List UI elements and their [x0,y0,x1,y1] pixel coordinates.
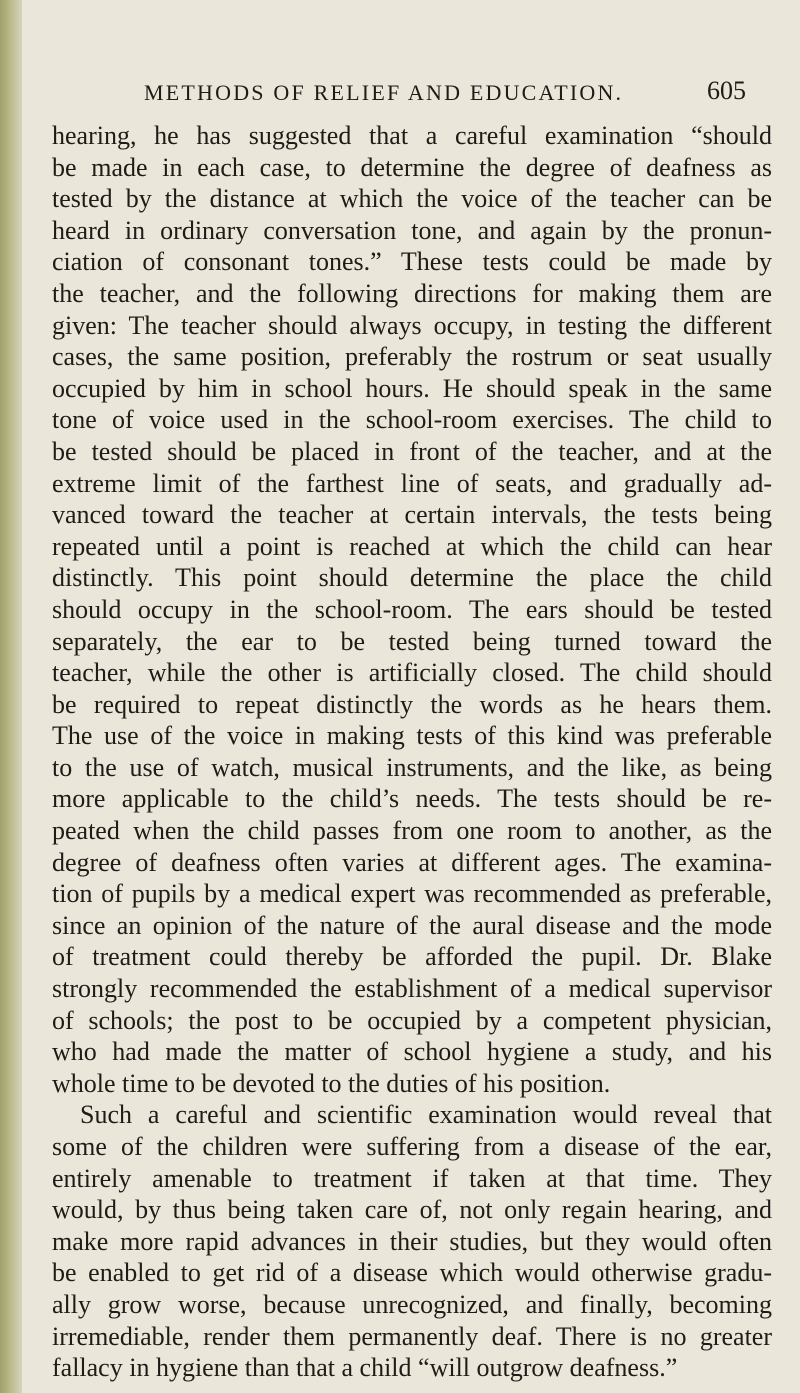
body-text [52,120,772,1384]
text-line: distinctly. This point should determine the place the child [52,563,772,593]
text-line: degree of deafness often varies at different ages. The examina- [52,847,772,877]
running-head: METHODS OF RELIEF AND EDUCATION. [144,80,624,105]
text-line: strongly recommended the establishment of a medical supervisor [52,974,772,1004]
text-line: tion of pupils by a medical expert was recommended as preferable, [52,879,772,909]
paragraph-end-line: whole time to be devoted to the duties of his position. [52,1068,611,1098]
text-line: occupied by him in school hours. He should speak in the same [52,373,772,403]
text-line: be made in each case, to determine the degree of deafness as [52,152,772,182]
text-line: the teacher, and the following directions for making them are [52,278,772,308]
text-line: teacher, while the other is artificially closed. The child should [52,658,772,688]
text-line: be required to repeat distinctly the words as he hears them. [52,689,772,719]
page-number: 605 [707,76,746,105]
paragraph-end-line: fallacy in hygiene than that a child “will outgrow deafness.” [52,1353,678,1383]
text-line: be enabled to get rid of a disease which would otherwise gradu- [52,1258,772,1288]
text-line: of schools; the post to be occupied by a competent physician, [52,1005,772,1035]
text-line: be tested should be placed in front of the teacher, and at the [52,436,772,466]
text-line: entirely amenable to treatment if taken at that time. They [52,1163,772,1193]
text-line: irremediable, render them permanently deaf. There is no greater [52,1321,772,1351]
text-line: ally grow worse, because unrecognized, and finally, becoming [52,1289,772,1319]
text-line: ciation of consonant tones.” These tests could be made by [52,247,772,277]
text-line: should occupy in the school-room. The ears should be tested [52,594,772,624]
text-line: repeated until a point is reached at which the child can hear [52,531,772,561]
text-line: tone of voice used in the school-room exercises. The child to [52,405,772,435]
text-line: separately, the ear to be tested being turned toward the [52,626,772,656]
paragraph-start-line: Such a careful and scientific examination would reveal that [80,1100,772,1130]
text-line: heard in ordinary conversation tone, and again by the pronun- [52,215,772,245]
text-line: hearing, he has suggested that a careful examination “should [52,121,772,150]
page-gutter-shadow [0,0,22,1393]
page-header [0,76,800,116]
text-line: vanced toward the teacher at certain intervals, the tests being [52,500,772,530]
text-line: tested by the distance at which the voice of the teacher can be [52,184,772,214]
text-line: would, by thus being taken care of, not only regain hearing, and [52,1195,772,1225]
text-line: to the use of watch, musical instruments, and the like, as being [52,752,772,782]
text-line: since an opinion of the nature of the aural disease and the mode [52,910,772,940]
text-line: of treatment could thereby be afforded the pupil. Dr. Blake [52,942,772,972]
text-line: given: The teacher should always occupy, in testing the different [52,310,772,340]
text-line: more applicable to the child’s needs. The tests should be re- [52,784,772,814]
text-line: peated when the child passes from one room to another, as the [52,816,772,846]
text-line: who had made the matter of school hygiene a study, and his [52,1037,772,1067]
text-line: extreme limit of the farthest line of seats, and gradually ad- [52,468,772,498]
text-line: some of the children were suffering from a disease of the ear, [52,1132,772,1161]
text-line: The use of the voice in making tests of this kind was preferable [52,721,772,751]
text-line: cases, the same position, preferably the rostrum or seat usually [52,342,772,372]
text-line: make more rapid advances in their studies, but they would often [52,1226,772,1256]
